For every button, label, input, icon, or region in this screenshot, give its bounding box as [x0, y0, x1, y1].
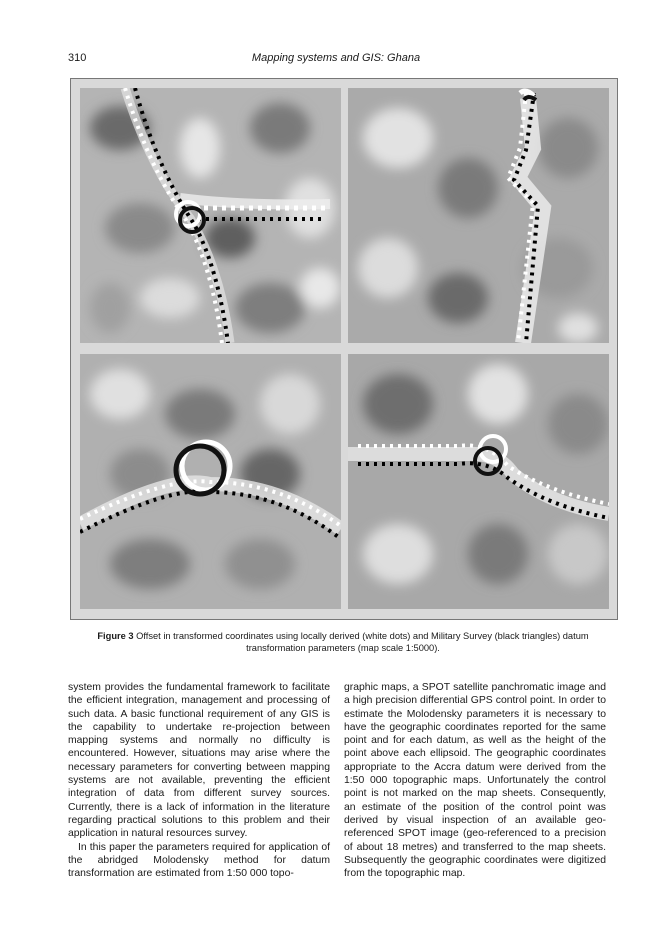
right-column	[344, 681, 606, 880]
satellite-image-top-right	[348, 88, 609, 343]
satellite-image-bottom-left	[80, 354, 341, 609]
figure-panel-top-left	[80, 88, 341, 343]
body-text	[68, 681, 606, 880]
figure-panel-bottom-right	[348, 354, 609, 609]
figure-panel-bottom-left	[80, 354, 341, 609]
figure-caption-text: Offset in transformed coordinates using locally derived (white dots) and Military Survey (black triangles) datum transformation parameters (map scale 1:5000).	[133, 631, 589, 653]
figure-label: Figure 3	[97, 631, 134, 641]
paragraph: In this paper the parameters required for application of the abridged Molodensky method for datum transformation are estimated from 1:50 000 topo-	[68, 841, 330, 880]
left-column	[68, 681, 330, 880]
figure-3	[70, 78, 618, 620]
paragraph: graphic maps, a SPOT satellite panchromatic image and a high precision differential GPS control point. In order to estimate the Molodensky parameters it is necessary to have the geographic coordinates reported for the same point and for each datum, as well as the height of the point above each ellipsoid. The geographic coordinates appropriate to the Accra datum were derived from the 1:50 000 topographic maps. Unfortunately the control point is not marked on the map sheets. Consequently, an estimate of the position of the control point was derived by visual inspection of an available geo-referenced SPOT image (geo-referenced to a precision of about 18 metres) and transferred to the map sheets. Subsequently the geographic coordinates were digitized from the topographic map.	[344, 682, 606, 880]
satellite-image-top-left	[80, 88, 341, 343]
page-number: 310	[68, 52, 87, 64]
running-header: Mapping systems and GIS: Ghana	[251, 52, 421, 64]
figure-panel-top-right	[348, 88, 609, 343]
satellite-image-bottom-right	[348, 354, 609, 609]
figure-caption	[70, 630, 616, 654]
paragraph: system provides the fundamental framework to facilitate the efficient integration, management and processing of such data. A basic functional requirement of any GIS is the capability to undertake re-projection between mapping systems and normally no difficulty is encountered. However, situations may arise where the necessary parameters for converting between mapping systems are not available, preventing the efficient integration of data from different survey sources. Currently, there is a lack of information in the literature regarding practical solutions to this problem and their application in natural resources survey.	[68, 682, 330, 840]
